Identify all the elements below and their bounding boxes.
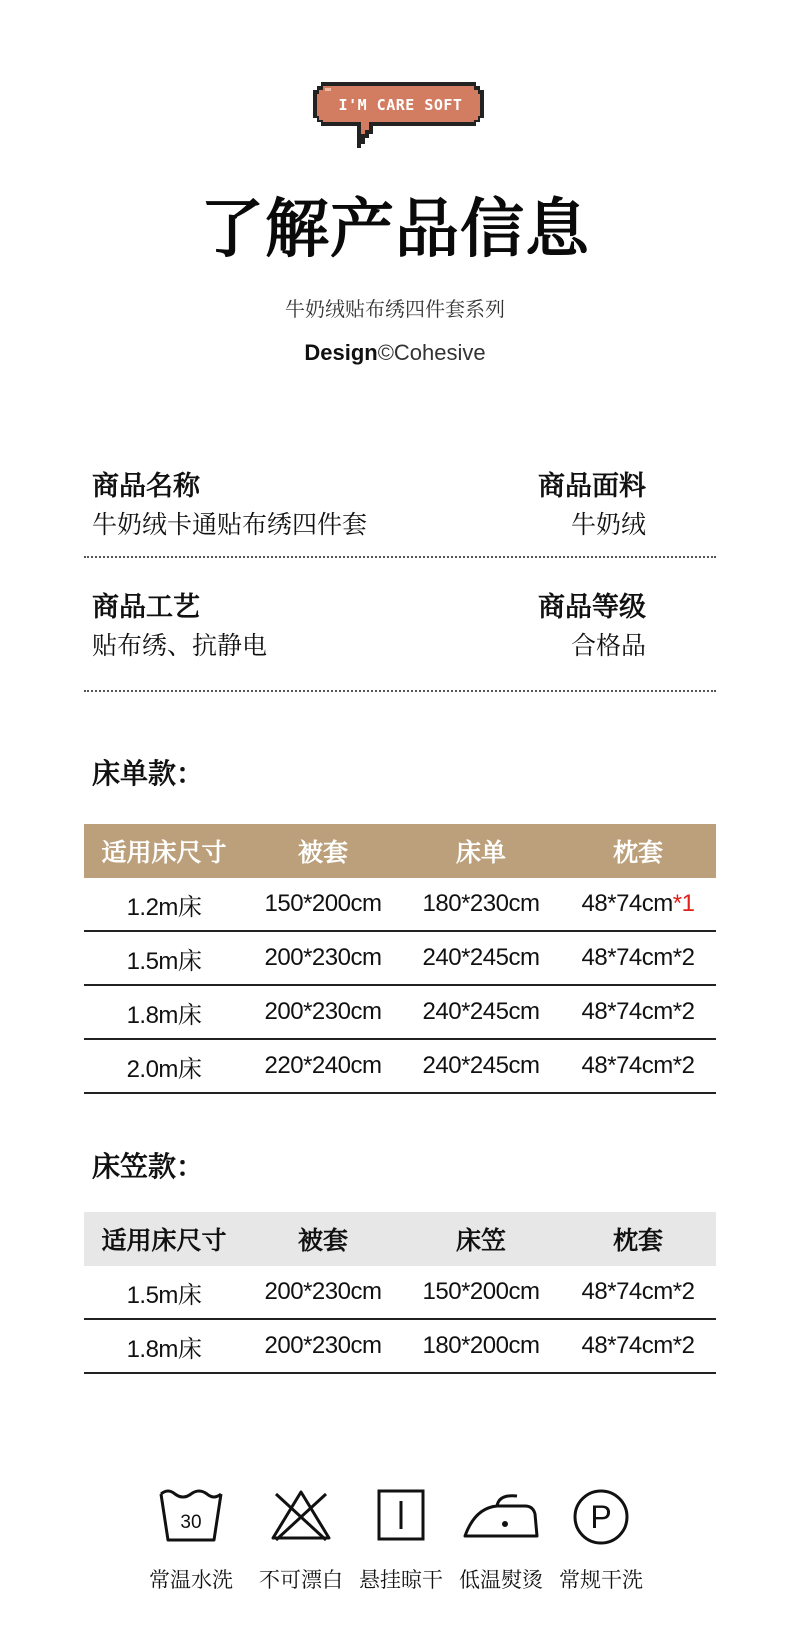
care-item-dry-clean [546, 1488, 656, 1594]
pillow-cell [560, 985, 716, 1039]
duvet-cell: 200*230cm [244, 1319, 402, 1373]
speech-bubble-icon [313, 82, 484, 154]
sheet-cell: 240*245cm [402, 985, 560, 1039]
size-cell: 1.2m床 [84, 878, 244, 931]
fitted-sheet-section-title: 床笠款： [92, 1150, 205, 1183]
pillow-cell [560, 931, 716, 985]
column-header-pillow: 枕套 [560, 1212, 716, 1266]
iron-low-icon [461, 1488, 541, 1542]
column-header-pillow: 枕套 [560, 824, 716, 878]
care-label-wash: 常温水洗 [149, 1568, 233, 1592]
wash-30-icon [159, 1488, 223, 1542]
product-name-value: 牛奶绒卡通贴布绣四件套 [92, 510, 368, 539]
design-credit-rest: ©Cohesive [377, 340, 486, 365]
care-soft-badge [313, 82, 484, 154]
badge-text: I'M CARE SOFT [338, 96, 463, 114]
pillow-cell [560, 1039, 716, 1093]
care-item-hang-dry [346, 1488, 456, 1594]
column-header-size: 适用床尺寸 [84, 824, 244, 878]
column-header-fitted-sheet: 床笠 [402, 1212, 560, 1266]
duvet-cell: 200*230cm [244, 931, 402, 985]
fitted-sheet-cell: 180*200cm [402, 1319, 560, 1373]
care-item-no-bleach [246, 1488, 356, 1594]
table-header-row [84, 824, 716, 878]
size-cell: 1.8m床 [84, 1319, 244, 1373]
fabric-value: 牛奶绒 [570, 510, 646, 539]
pillow-quantity: *2 [672, 1052, 695, 1079]
column-header-duvet: 被套 [244, 1212, 402, 1266]
table-row [84, 985, 716, 1039]
column-header-duvet: 被套 [244, 824, 402, 878]
divider [84, 690, 716, 692]
sheet-cell: 180*230cm [402, 878, 560, 931]
table-row [84, 1039, 716, 1093]
column-header-sheet: 床单 [402, 824, 560, 878]
care-item-wash [136, 1488, 246, 1594]
size-cell: 1.8m床 [84, 985, 244, 1039]
fabric-label: 商品面料 [538, 471, 646, 502]
care-label-dry-clean: 常规干洗 [559, 1568, 643, 1592]
pillow-cell [560, 878, 716, 931]
bed-sheet-section-title: 床单款： [92, 757, 205, 790]
bed-sheet-size-table [84, 824, 716, 1094]
pillow-size: 48*74cm [581, 890, 673, 917]
duvet-cell: 220*240cm [244, 1039, 402, 1093]
hang-dry-icon [376, 1488, 426, 1542]
column-header-size: 适用床尺寸 [84, 1212, 244, 1266]
craft-value: 贴布绣、抗静电 [92, 631, 268, 660]
table-header-row [84, 1212, 716, 1266]
pillow-quantity: *2 [672, 944, 695, 971]
dry-clean-letter: P [590, 1499, 612, 1535]
care-label-iron: 低温熨烫 [459, 1568, 543, 1592]
duvet-cell: 150*200cm [244, 878, 402, 931]
page-title: 了解产品信息 [200, 193, 590, 267]
pillow-size: 48*74cm [581, 1278, 673, 1305]
pillow-cell [560, 1319, 716, 1373]
series-subtitle: 牛奶绒贴布绣四件套系列 [285, 297, 505, 321]
pillow-size: 48*74cm [581, 944, 673, 971]
table-row [84, 931, 716, 985]
grade-value: 合格品 [570, 631, 646, 660]
pillow-size: 48*74cm [581, 998, 673, 1025]
pillow-quantity: *2 [672, 1332, 695, 1359]
fitted-sheet-size-table [84, 1212, 716, 1374]
size-cell: 2.0m床 [84, 1039, 244, 1093]
pillow-size: 48*74cm [581, 1332, 673, 1359]
pillow-quantity: *1 [672, 890, 695, 917]
table-row [84, 878, 716, 931]
divider [84, 556, 716, 558]
design-credit-bold: Design [304, 340, 378, 365]
size-cell: 1.5m床 [84, 931, 244, 985]
pillow-size: 48*74cm [581, 1052, 673, 1079]
care-item-iron [446, 1488, 556, 1594]
pillow-quantity: *2 [672, 998, 695, 1025]
grade-label: 商品等级 [538, 592, 646, 623]
no-bleach-icon [270, 1488, 332, 1542]
sheet-cell: 240*245cm [402, 1039, 560, 1093]
duvet-cell: 200*230cm [244, 985, 402, 1039]
design-credit [0, 340, 790, 366]
duvet-cell: 200*230cm [244, 1266, 402, 1319]
care-label-no-bleach: 不可漂白 [259, 1568, 343, 1592]
sheet-cell: 240*245cm [402, 931, 560, 985]
wash-temperature: 30 [180, 1512, 202, 1533]
dry-clean-p-icon [572, 1488, 630, 1546]
table-row [84, 1319, 716, 1373]
pillow-quantity: *2 [672, 1278, 695, 1305]
care-label-hang-dry: 悬挂晾干 [359, 1568, 443, 1592]
craft-label: 商品工艺 [92, 592, 200, 623]
table-row [84, 1266, 716, 1319]
pillow-cell [560, 1266, 716, 1319]
product-name-label: 商品名称 [92, 471, 200, 502]
size-cell: 1.5m床 [84, 1266, 244, 1319]
fitted-sheet-cell: 150*200cm [402, 1266, 560, 1319]
